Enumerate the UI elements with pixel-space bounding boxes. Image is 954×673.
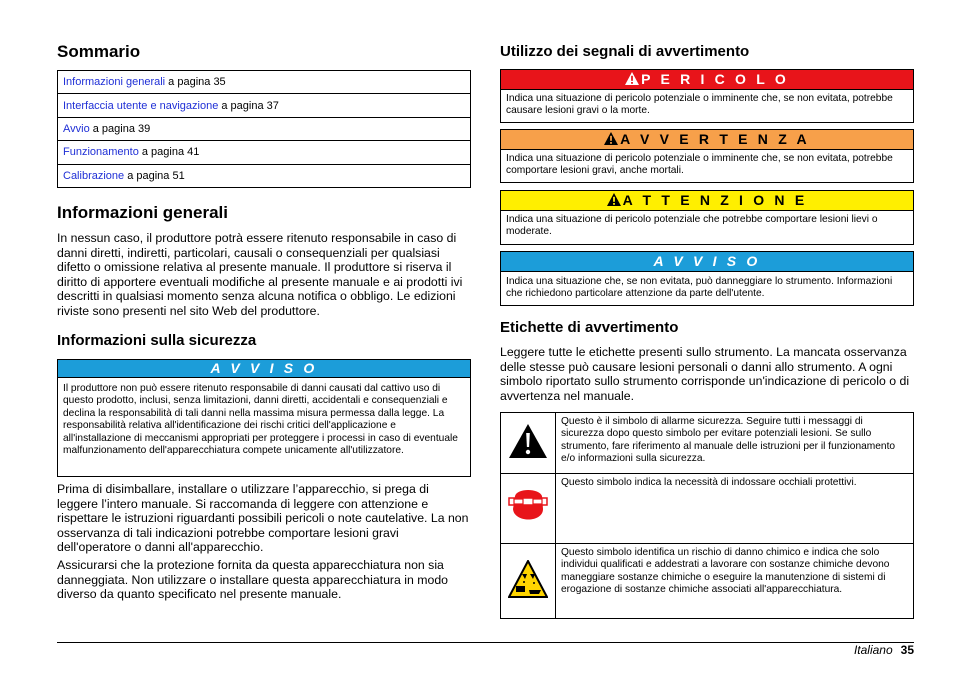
icon-cell [501,544,556,619]
warning-triangle-icon [604,132,618,145]
table-row [501,544,914,619]
caution-label-bar [501,191,913,211]
toc-row [58,141,471,164]
safety-info-title: Informazioni sulla sicurezza [57,332,257,349]
table-of-contents [57,70,471,188]
paragraph-protection: Assicurarsi che la protezione fornita da questa apparecchiatura non sia danneggiata. Non utilizzare o installare questa apparecchiatura in modo diverso da quanto specificato nel presente manuale. [57,558,449,602]
chemical-hazard-icon [508,560,548,598]
notice-label: A V V I S O [58,360,470,378]
danger-label-bar [501,70,913,90]
warning-triangle-icon [625,72,639,85]
footer-language: Italiano [853,643,893,657]
toc-page-ref: a pagina 37 [218,99,279,112]
safety-goggles-icon [505,483,551,529]
warning-triangle-icon [508,423,548,459]
general-info-text: In nessun caso, il produttore potrà essere ritenuto responsabile in caso di danni diretti, indiretti, particolari, causali o consequenziali per qualsiasi difetto o omissione relativa al presente manuale. Il produttore si riserva il diritto di apportere eventuali modifiche al presente manuale e ai prodotti ivi descritti in qualsiasi momento senza alcuna notifica o obbligo. Le edizioni riviste sono presenti nel sito Web del produttore. [57,231,463,318]
safety-notice-box [57,359,471,477]
general-info-title: Informazioni generali [57,203,228,222]
paragraph-read-manual: Prima di disimballare, installare o utilizzare l’apparecchio, si prega di leggere l’intero manuale. Si raccomanda di leggere con attenzione e rispettare le istruzioni riguardanti possibili pericoli o note cautelative. La non osservanza di tali indicazioni potrebbe comportare lesioni gravi dell'operatore o danni all'apparecchio. [57,482,469,555]
toc-page-ref: a pagina 35 [165,76,226,89]
toc-page-ref: a pagina 39 [89,122,151,135]
warning-triangle-icon [607,193,621,206]
footer-rule [57,642,914,643]
warning-signal-box [500,129,914,183]
labels-intro-text: Leggere tutte le etichette presenti sullo strumento. La mancata osservanza delle stesse può causare lesioni personali o danni allo strumento. A ogni simbolo riportato sullo strumento corrisponde un'indicazione di pericolo o di avvertenza nel manuale. [500,345,910,403]
toc-page-ref: a pagina 41 [138,146,200,159]
notice-text: Il produttore non può essere ritenuto responsabile di danni causati dal cattivo uso di questo prodotto, inclusi, senza limitazioni, danni diretti, accidentali e consequenziali e declina la responsabilità di tali danni nella massima misura permessa dalla legge. La responsabilità relativa all'identificazione dei rischi critici dell'applicazione e all'installazione di meccanismi appropriati per proteggere i processi in caso di eventuale malfunzionamento dell'apparecchiatura compete unicamente all'utilizzatore. [63,383,458,457]
notice-signal-box [500,251,914,306]
warning-text: Indica una situazione di pericolo potenziale o imminente che, se non evitata, potrebbe comportare lesioni gravi, anche mortali. [506,153,893,177]
toc-row [58,71,471,94]
table-row [501,474,914,544]
toc-page-ref: a pagina 51 [124,169,185,182]
toc-link[interactable]: Interfaccia utente e navigazione [63,99,219,112]
toc-link[interactable]: Calibrazione [63,169,125,182]
toc-row [58,94,471,117]
toc-link[interactable]: Avvio [63,122,90,135]
toc-link[interactable]: Funzionamento [63,146,139,159]
label-description: Questo simbolo identifica un rischio di danno chimico e indica che solo individui qualificati e addestrati a lavorare con sostanze chimiche devono maneggiare sostanze chimiche o eseguire la manutenzione di sistemi di erogazione di sostanze chimiche associati all'apparecchiatura. [556,544,914,619]
icon-cell [501,474,556,544]
danger-signal-box [500,69,914,123]
toc-link[interactable]: Informazioni generali [63,76,166,89]
danger-label: P E R I C O L O [641,71,789,87]
page-footer [854,643,914,657]
notice-signal-label: A V V I S O [501,252,913,272]
page-number: 35 [900,643,914,657]
toc-row [58,117,471,140]
signals-title: Utilizzo dei segnali di avvertimento [500,43,750,60]
icon-cell [501,413,556,474]
danger-text: Indica una situazione di pericolo potenziale o imminente che, se non evitata, potrebbe causare lesioni gravi o la morte. [506,93,893,117]
warning-label-bar [501,130,913,150]
labels-title: Etichette di avvertimento [500,319,679,336]
summary-title: Sommario [57,42,141,61]
toc-row [58,164,471,187]
warning-label: A V V E R T E N Z A [620,131,810,147]
caution-label: A T T E N Z I O N E [622,192,808,208]
label-description: Questo è il simbolo di allarme sicurezza. Seguire tutti i messaggi di sicurezza dopo questo simbolo per evitare potenziali lesioni. Se sullo strumento, fare riferimento al manuale delle istruzioni per il funzionamento e/o informazioni sulla sicurezza. [556,413,914,474]
caution-text: Indica una situazione di pericolo potenziale che potrebbe comportare lesioni lievi o moderate. [506,214,878,238]
label-description: Questo simbolo indica la necessità di indossare occhiali protettivi. [556,474,914,544]
notice-signal-text: Indica una situazione che, se non evitata, può danneggiare lo strumento. Informazioni che richiedono particolare attenzione da parte dell'utente. [506,276,893,300]
caution-signal-box [500,190,914,245]
warning-labels-table [500,412,914,619]
table-row [501,413,914,474]
